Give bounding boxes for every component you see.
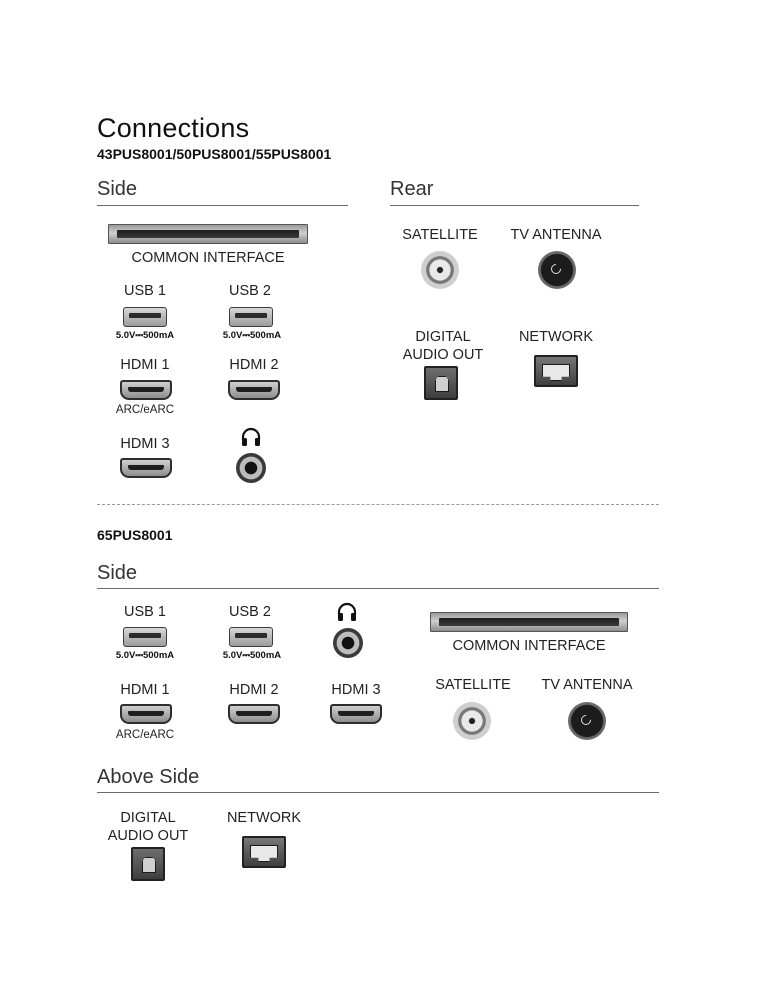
above-side-divider (97, 792, 659, 793)
digital-audio-label-line2: AUDIO OUT (402, 347, 484, 363)
hdmi3-port-icon-b (330, 704, 382, 724)
common-interface-label-b: COMMON INTERFACE (452, 638, 606, 654)
model-list-b: 65PUS8001 (97, 527, 173, 543)
hdmi2-port-icon (228, 380, 280, 400)
hdmi1-port-icon (120, 380, 172, 400)
hdmi1-label: HDMI 1 (120, 357, 170, 373)
hdmi1-label-b: HDMI 1 (120, 682, 170, 698)
usb2-label-b: USB 2 (229, 604, 271, 620)
satellite-label: SATELLITE (402, 227, 478, 243)
network-label-b: NETWORK (226, 810, 302, 826)
tv-antenna-label: TV ANTENNA (510, 227, 602, 243)
usb2-port-icon (229, 307, 273, 327)
tv-antenna-label-b: TV ANTENNA (541, 677, 633, 693)
usb2-label: USB 2 (229, 283, 271, 299)
rear-divider-a (390, 205, 639, 206)
usb1-port-icon-b (123, 627, 167, 647)
rear-heading-a: Rear (390, 178, 434, 200)
arc-label-b: ARC/eARC (115, 729, 175, 741)
network-label: NETWORK (518, 329, 594, 345)
side-heading-a: Side (97, 178, 138, 200)
satellite-connector-icon-b (453, 702, 491, 740)
usb2-rating: 5.0V⎓500mA (222, 330, 282, 341)
optical-port-icon-b (131, 847, 165, 881)
usb1-label: USB 1 (124, 283, 166, 299)
antenna-connector-icon (538, 251, 576, 289)
digital-audio-label-line1: DIGITAL (415, 329, 471, 345)
satellite-label-b: SATELLITE (435, 677, 511, 693)
rj45-port-icon (534, 355, 578, 387)
headphone-icon (240, 427, 262, 447)
common-interface-slot-icon (108, 224, 308, 244)
optical-port-icon (424, 366, 458, 400)
hdmi1-port-icon-b (120, 704, 172, 724)
rj45-port-icon-b (242, 836, 286, 868)
usb1-rating: 5.0V⎓500mA (115, 330, 175, 341)
usb2-port-icon-b (229, 627, 273, 647)
section-separator (97, 504, 659, 505)
hdmi2-port-icon-b (228, 704, 280, 724)
model-list-a: 43PUS8001/50PUS8001/55PUS8001 (97, 146, 332, 162)
hdmi2-label: HDMI 2 (229, 357, 279, 373)
arc-label: ARC/eARC (115, 404, 175, 416)
hdmi3-label: HDMI 3 (120, 436, 170, 452)
digital-audio-label-b-line1: DIGITAL (120, 810, 176, 826)
satellite-connector-icon (421, 251, 459, 289)
headphone-jack-icon (236, 453, 266, 483)
usb2-rating-b: 5.0V⎓500mA (222, 650, 282, 661)
common-interface-label: COMMON INTERFACE (131, 250, 285, 266)
hdmi3-port-icon (120, 458, 172, 478)
hdmi2-label-b: HDMI 2 (229, 682, 279, 698)
usb1-label-b: USB 1 (124, 604, 166, 620)
antenna-connector-icon-b (568, 702, 606, 740)
usb1-port-icon (123, 307, 167, 327)
page-title: Connections (97, 113, 250, 143)
headphone-jack-icon-b (333, 628, 363, 658)
usb1-rating-b: 5.0V⎓500mA (115, 650, 175, 661)
side-divider-b (97, 588, 659, 589)
hdmi3-label-b: HDMI 3 (331, 682, 381, 698)
side-divider-a (97, 205, 348, 206)
digital-audio-label-b-line2: AUDIO OUT (107, 828, 189, 844)
common-interface-slot-icon-b (430, 612, 628, 632)
side-heading-b: Side (97, 562, 138, 584)
above-side-heading: Above Side (97, 766, 200, 788)
headphone-icon-b (336, 602, 358, 622)
